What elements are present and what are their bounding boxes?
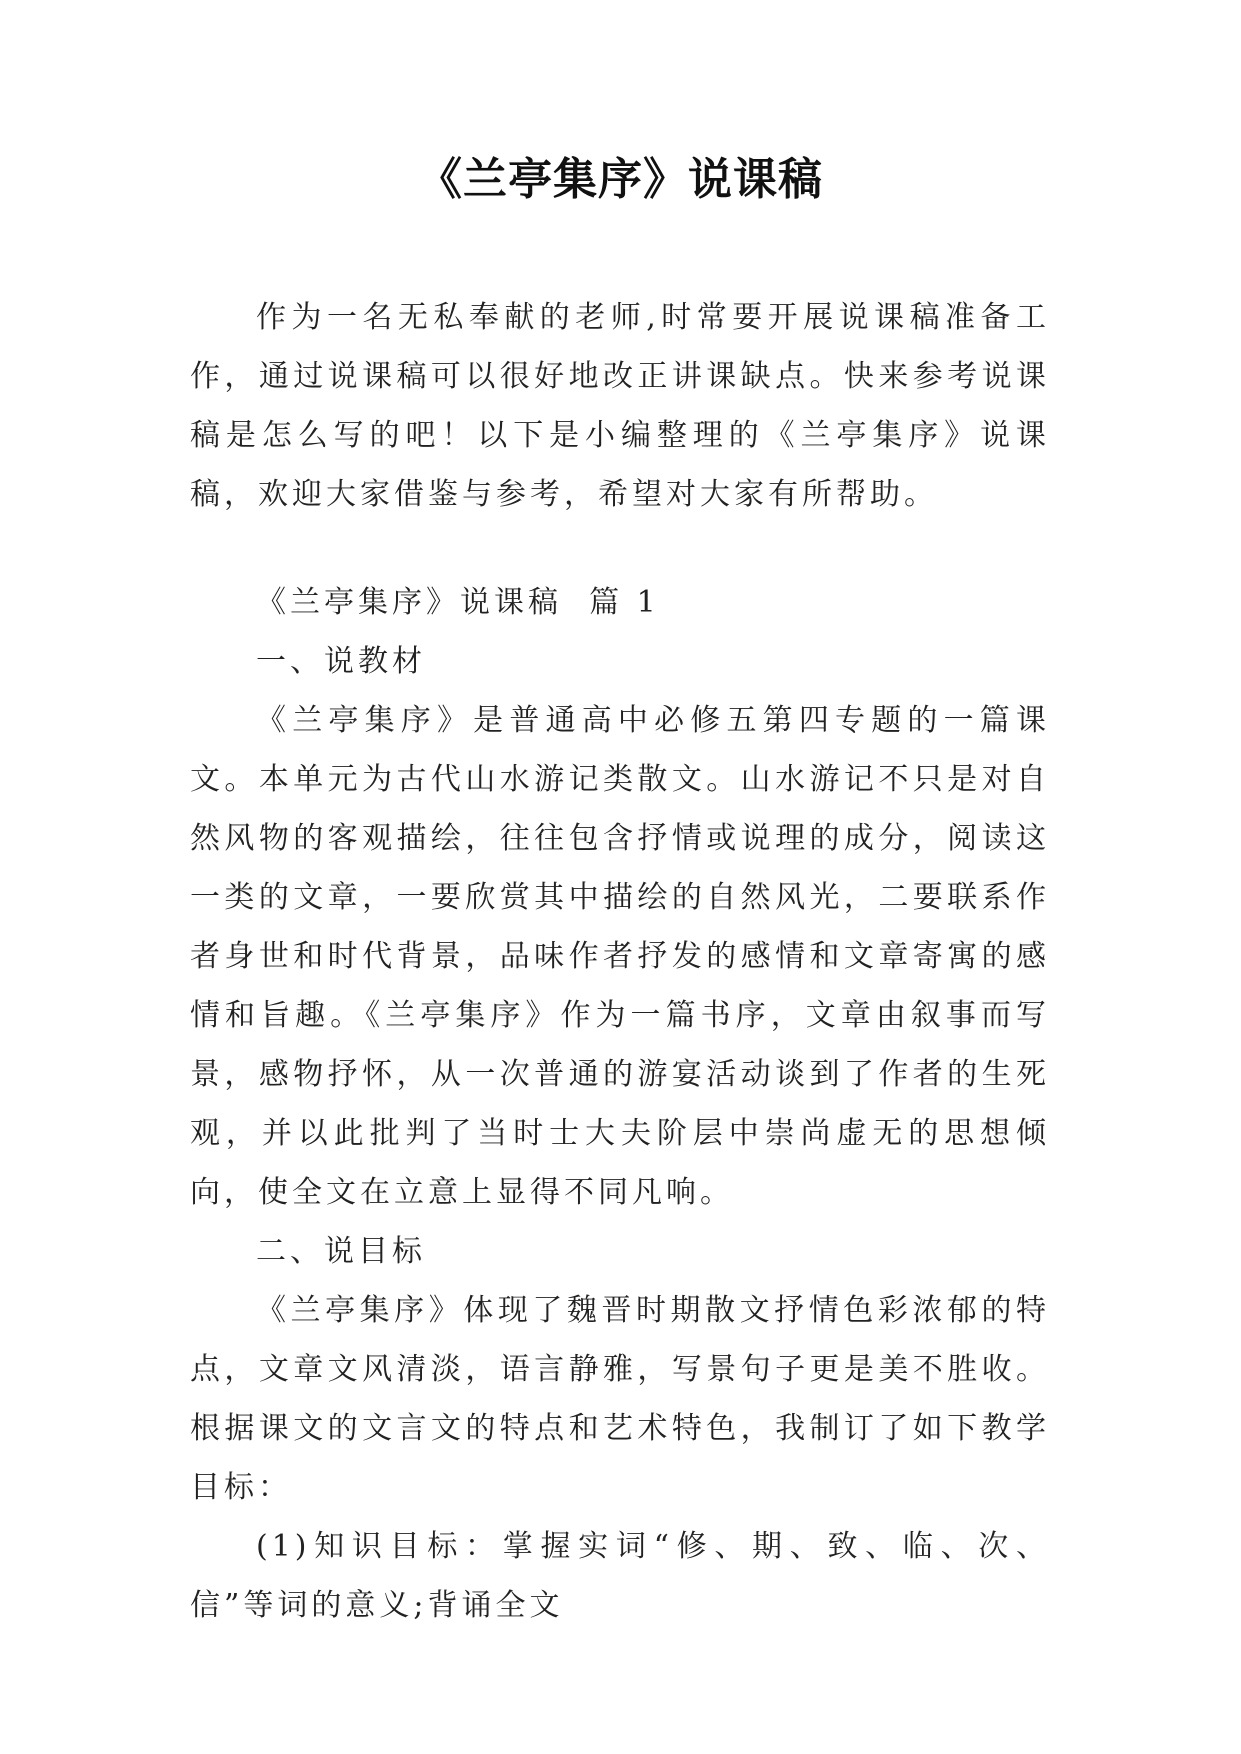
section-heading: 《兰亭集序》说课稿 篇 1: [256, 585, 660, 620]
intro-section: [190, 288, 1050, 524]
paragraph-knowledge-objective: (1)知识目标：掌握实词“修、期、致、临、次、信”等词的意义;背诵全文: [190, 1529, 1050, 1623]
paragraph-teaching-material: 《兰亭集序》是普通高中必修五第四专题的一篇课文。本单元为古代山水游记类散文。山水游记不只是对自然风物的客观描绘，往往包含抒情或说理的成分，阅读这一类的文章，一要欣赏其中描绘的自然风光，二要联系作者身世和时代背景，品味作者抒发的感情和文章寄寓的感情和旨趣。《兰亭集序》作为一篇书序，文章由叙事而写景，感物抒怀，从一次普通的游宴活动谈到了作者的生死观，并以此批判了当时士大夫阶层中崇尚虚无的思想倾向，使全文在立意上显得不同凡响。: [190, 703, 1050, 1210]
heading-objectives: 二、说目标: [256, 1234, 426, 1269]
main-section: [190, 573, 1050, 1635]
paragraph-objectives: 《兰亭集序》体现了魏晋时期散文抒情色彩浓郁的特点，文章文风清淡，语言静雅，写景句子更是美不胜收。根据课文的文言文的特点和艺术特色，我制订了如下教学目标：: [190, 1293, 1050, 1505]
document-title: 《兰亭集序》说课稿: [418, 154, 823, 205]
intro-paragraph: 作为一名无私奉献的老师,时常要开展说课稿准备工作，通过说课稿可以很好地改正讲课缺点。快来参考说课稿是怎么写的吧！以下是小编整理的《兰亭集序》说课稿，欢迎大家借鉴与参考，希望对大家有所帮助。: [190, 300, 1050, 512]
heading-teaching-material: 一、说教材: [256, 644, 426, 679]
